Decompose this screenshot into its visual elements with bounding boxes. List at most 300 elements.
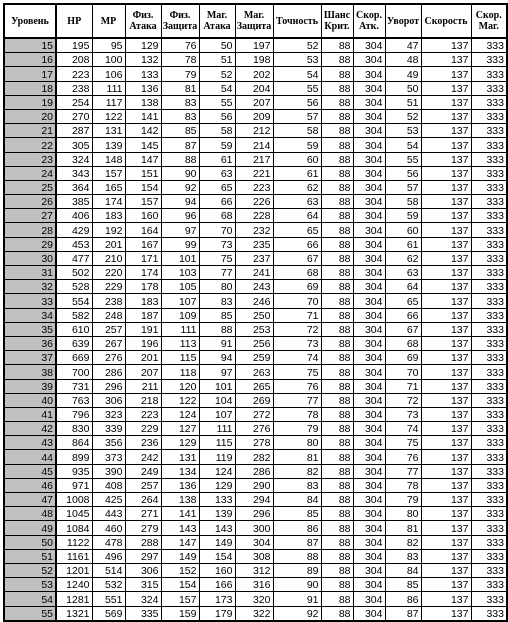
cast-speed-cell: 333 [471, 322, 507, 336]
cast-speed-cell: 333 [471, 493, 507, 507]
cast-speed-cell: 333 [471, 109, 507, 123]
phys-attack-cell: 207 [125, 365, 161, 379]
speed-cell: 137 [421, 124, 471, 138]
phys-defense-cell: 122 [161, 393, 199, 407]
mag-defense-cell: 198 [235, 53, 273, 67]
crit-chance-cell: 88 [321, 237, 353, 251]
level-cell: 54 [4, 592, 56, 606]
accuracy-cell: 69 [273, 280, 321, 294]
evasion-cell: 85 [385, 578, 421, 592]
phys-attack-cell: 132 [125, 53, 161, 67]
evasion-cell: 51 [385, 95, 421, 109]
crit-chance-cell: 88 [321, 294, 353, 308]
mp-cell: 192 [92, 223, 125, 237]
crit-chance-cell: 88 [321, 95, 353, 109]
accuracy-cell: 90 [273, 578, 321, 592]
attack-speed-cell: 304 [353, 180, 385, 194]
table-row [4, 195, 507, 209]
mp-cell: 229 [92, 280, 125, 294]
attack-speed-cell: 304 [353, 549, 385, 563]
cast-speed-cell: 333 [471, 407, 507, 421]
mp-cell: 100 [92, 53, 125, 67]
phys-attack-cell: 187 [125, 308, 161, 322]
level-cell: 20 [4, 109, 56, 123]
phys-defense-cell: 76 [161, 38, 199, 53]
accuracy-cell: 75 [273, 365, 321, 379]
speed-cell: 137 [421, 223, 471, 237]
speed-cell: 137 [421, 95, 471, 109]
mag-attack-cell: 66 [199, 195, 235, 209]
cast-speed-cell: 333 [471, 67, 507, 81]
phys-defense-cell: 101 [161, 251, 199, 265]
crit-chance-cell: 88 [321, 53, 353, 67]
evasion-cell: 58 [385, 195, 421, 209]
level-cell: 19 [4, 95, 56, 109]
level-cell: 53 [4, 578, 56, 592]
table-row [4, 67, 507, 81]
mag-attack-cell: 133 [199, 493, 235, 507]
phys-attack-cell: 141 [125, 109, 161, 123]
evasion-cell: 64 [385, 280, 421, 294]
evasion-cell: 81 [385, 521, 421, 535]
speed-cell: 137 [421, 578, 471, 592]
level-cell: 30 [4, 251, 56, 265]
level-cell: 33 [4, 294, 56, 308]
mag-attack-cell: 115 [199, 436, 235, 450]
evasion-cell: 86 [385, 592, 421, 606]
crit-chance-cell: 88 [321, 209, 353, 223]
speed-cell: 137 [421, 180, 471, 194]
mp-cell: 148 [92, 152, 125, 166]
level-cell: 52 [4, 563, 56, 577]
evasion-cell: 66 [385, 308, 421, 322]
hp-cell: 1045 [56, 507, 92, 521]
phys-defense-cell: 97 [161, 223, 199, 237]
cast-speed-cell: 333 [471, 422, 507, 436]
accuracy-cell: 89 [273, 563, 321, 577]
cast-speed-cell: 333 [471, 606, 507, 621]
level-cell: 43 [4, 436, 56, 450]
table-row [4, 535, 507, 549]
mag-defense-cell: 202 [235, 67, 273, 81]
mp-cell: 460 [92, 521, 125, 535]
evasion-cell: 70 [385, 365, 421, 379]
hp-cell: 429 [56, 223, 92, 237]
crit-chance-cell: 88 [321, 578, 353, 592]
attack-speed-cell: 304 [353, 351, 385, 365]
attack-speed-cell: 304 [353, 365, 385, 379]
level-cell: 37 [4, 351, 56, 365]
phys-defense-cell: 94 [161, 195, 199, 209]
mag-defense-cell: 235 [235, 237, 273, 251]
accuracy-cell: 61 [273, 166, 321, 180]
phys-defense-cell: 134 [161, 464, 199, 478]
hp-cell: 582 [56, 308, 92, 322]
evasion-cell: 87 [385, 606, 421, 621]
cast-speed-cell: 333 [471, 393, 507, 407]
mp-cell: 296 [92, 379, 125, 393]
level-cell: 21 [4, 124, 56, 138]
level-cell: 38 [4, 365, 56, 379]
table-row [4, 294, 507, 308]
accuracy-cell: 66 [273, 237, 321, 251]
phys-attack-cell: 223 [125, 407, 161, 421]
cast-speed-cell: 333 [471, 280, 507, 294]
cast-speed-cell: 333 [471, 152, 507, 166]
mp-cell: 306 [92, 393, 125, 407]
mag-defense-cell: 226 [235, 195, 273, 209]
table-row [4, 464, 507, 478]
phys-attack-cell: 129 [125, 38, 161, 53]
attack-speed-cell: 304 [353, 166, 385, 180]
level-cell: 18 [4, 81, 56, 95]
phys-attack-cell: 297 [125, 549, 161, 563]
level-cell: 26 [4, 195, 56, 209]
attack-speed-cell: 304 [353, 109, 385, 123]
level-cell: 41 [4, 407, 56, 421]
level-stats-table [3, 3, 508, 622]
crit-chance-cell: 88 [321, 535, 353, 549]
mag-attack-cell: 58 [199, 124, 235, 138]
evasion-cell: 67 [385, 322, 421, 336]
accuracy-cell: 68 [273, 266, 321, 280]
mag-defense-cell: 276 [235, 422, 273, 436]
table-row [4, 606, 507, 621]
phys-attack-cell: 151 [125, 166, 161, 180]
level-cell: 23 [4, 152, 56, 166]
evasion-cell: 76 [385, 450, 421, 464]
accuracy-cell: 86 [273, 521, 321, 535]
cast-speed-cell: 333 [471, 95, 507, 109]
table-row [4, 407, 507, 421]
cast-speed-cell: 333 [471, 209, 507, 223]
phys-attack-cell: 288 [125, 535, 161, 549]
phys-attack-cell: 178 [125, 280, 161, 294]
mp-cell: 131 [92, 124, 125, 138]
cast-speed-cell: 333 [471, 535, 507, 549]
mp-cell: 201 [92, 237, 125, 251]
level-cell: 46 [4, 478, 56, 492]
attack-speed-cell: 304 [353, 152, 385, 166]
phys-defense-cell: 81 [161, 81, 199, 95]
speed-cell: 137 [421, 152, 471, 166]
phys-attack-cell: 174 [125, 266, 161, 280]
accuracy-cell: 76 [273, 379, 321, 393]
attack-speed-cell: 304 [353, 308, 385, 322]
level-cell: 31 [4, 266, 56, 280]
speed-cell: 137 [421, 549, 471, 563]
crit-chance-cell: 88 [321, 109, 353, 123]
cast-speed-cell: 333 [471, 124, 507, 138]
accuracy-cell: 77 [273, 393, 321, 407]
mag-attack-cell: 63 [199, 166, 235, 180]
attack-speed-cell: 304 [353, 535, 385, 549]
speed-cell: 137 [421, 266, 471, 280]
table-row [4, 521, 507, 535]
table-row [4, 237, 507, 251]
table-row [4, 95, 507, 109]
phys-attack-cell: 279 [125, 521, 161, 535]
speed-cell: 137 [421, 53, 471, 67]
table-row [4, 379, 507, 393]
phys-defense-cell: 83 [161, 109, 199, 123]
phys-defense-cell: 105 [161, 280, 199, 294]
table-row [4, 592, 507, 606]
level-cell: 35 [4, 322, 56, 336]
phys-attack-cell: 157 [125, 195, 161, 209]
mp-cell: 551 [92, 592, 125, 606]
header-phys-attack: Физ. Атака [125, 4, 161, 38]
mp-cell: 122 [92, 109, 125, 123]
cast-speed-cell: 333 [471, 592, 507, 606]
mp-cell: 390 [92, 464, 125, 478]
cast-speed-cell: 333 [471, 223, 507, 237]
level-cell: 16 [4, 53, 56, 67]
mag-defense-cell: 312 [235, 563, 273, 577]
level-cell: 15 [4, 38, 56, 53]
mag-attack-cell: 97 [199, 365, 235, 379]
speed-cell: 137 [421, 322, 471, 336]
cast-speed-cell: 333 [471, 365, 507, 379]
mp-cell: 106 [92, 67, 125, 81]
accuracy-cell: 72 [273, 322, 321, 336]
phys-defense-cell: 127 [161, 422, 199, 436]
evasion-cell: 74 [385, 422, 421, 436]
speed-cell: 137 [421, 493, 471, 507]
level-cell: 36 [4, 336, 56, 350]
speed-cell: 137 [421, 166, 471, 180]
hp-cell: 254 [56, 95, 92, 109]
speed-cell: 137 [421, 109, 471, 123]
cast-speed-cell: 333 [471, 578, 507, 592]
hp-cell: 935 [56, 464, 92, 478]
crit-chance-cell: 88 [321, 266, 353, 280]
table-row [4, 365, 507, 379]
cast-speed-cell: 333 [471, 53, 507, 67]
speed-cell: 137 [421, 67, 471, 81]
speed-cell: 137 [421, 450, 471, 464]
evasion-cell: 55 [385, 152, 421, 166]
crit-chance-cell: 88 [321, 166, 353, 180]
accuracy-cell: 79 [273, 422, 321, 436]
header-accuracy: Точность [273, 4, 321, 38]
attack-speed-cell: 304 [353, 578, 385, 592]
level-cell: 42 [4, 422, 56, 436]
attack-speed-cell: 304 [353, 280, 385, 294]
hp-cell: 1201 [56, 563, 92, 577]
crit-chance-cell: 88 [321, 592, 353, 606]
evasion-cell: 60 [385, 223, 421, 237]
hp-cell: 1084 [56, 521, 92, 535]
level-cell: 28 [4, 223, 56, 237]
accuracy-cell: 70 [273, 294, 321, 308]
table-row [4, 280, 507, 294]
mag-attack-cell: 70 [199, 223, 235, 237]
hp-cell: 406 [56, 209, 92, 223]
attack-speed-cell: 304 [353, 95, 385, 109]
table-row [4, 549, 507, 563]
cast-speed-cell: 333 [471, 38, 507, 53]
mag-attack-cell: 107 [199, 407, 235, 421]
mag-defense-cell: 228 [235, 209, 273, 223]
speed-cell: 137 [421, 209, 471, 223]
level-cell: 40 [4, 393, 56, 407]
crit-chance-cell: 88 [321, 521, 353, 535]
hp-cell: 270 [56, 109, 92, 123]
mp-cell: 95 [92, 38, 125, 53]
phys-defense-cell: 131 [161, 450, 199, 464]
evasion-cell: 52 [385, 109, 421, 123]
speed-cell: 137 [421, 407, 471, 421]
header-hp: HP [56, 4, 92, 38]
hp-cell: 364 [56, 180, 92, 194]
table-row [4, 507, 507, 521]
table-row [4, 109, 507, 123]
cast-speed-cell: 333 [471, 478, 507, 492]
mag-attack-cell: 85 [199, 308, 235, 322]
evasion-cell: 77 [385, 464, 421, 478]
phys-defense-cell: 157 [161, 592, 199, 606]
phys-defense-cell: 88 [161, 152, 199, 166]
accuracy-cell: 78 [273, 407, 321, 421]
header-speed: Скорость [421, 4, 471, 38]
attack-speed-cell: 304 [353, 67, 385, 81]
mag-defense-cell: 320 [235, 592, 273, 606]
crit-chance-cell: 88 [321, 507, 353, 521]
phys-attack-cell: 167 [125, 237, 161, 251]
attack-speed-cell: 304 [353, 294, 385, 308]
accuracy-cell: 88 [273, 549, 321, 563]
mag-defense-cell: 197 [235, 38, 273, 53]
phys-defense-cell: 143 [161, 521, 199, 535]
accuracy-cell: 84 [273, 493, 321, 507]
mp-cell: 569 [92, 606, 125, 621]
mag-defense-cell: 237 [235, 251, 273, 265]
mag-defense-cell: 265 [235, 379, 273, 393]
cast-speed-cell: 333 [471, 563, 507, 577]
crit-chance-cell: 88 [321, 152, 353, 166]
cast-speed-cell: 333 [471, 464, 507, 478]
crit-chance-cell: 88 [321, 223, 353, 237]
level-cell: 32 [4, 280, 56, 294]
mag-defense-cell: 290 [235, 478, 273, 492]
accuracy-cell: 92 [273, 606, 321, 621]
mag-defense-cell: 308 [235, 549, 273, 563]
mag-attack-cell: 73 [199, 237, 235, 251]
hp-cell: 830 [56, 422, 92, 436]
attack-speed-cell: 304 [353, 450, 385, 464]
hp-cell: 287 [56, 124, 92, 138]
phys-attack-cell: 264 [125, 493, 161, 507]
accuracy-cell: 53 [273, 53, 321, 67]
accuracy-cell: 58 [273, 124, 321, 138]
level-cell: 51 [4, 549, 56, 563]
hp-cell: 305 [56, 138, 92, 152]
accuracy-cell: 87 [273, 535, 321, 549]
mag-attack-cell: 54 [199, 81, 235, 95]
mag-defense-cell: 296 [235, 507, 273, 521]
table-row [4, 223, 507, 237]
hp-cell: 796 [56, 407, 92, 421]
header-level: Уровень [4, 4, 56, 38]
cast-speed-cell: 333 [471, 138, 507, 152]
table-row [4, 138, 507, 152]
mag-defense-cell: 286 [235, 464, 273, 478]
table-row [4, 322, 507, 336]
phys-defense-cell: 120 [161, 379, 199, 393]
mp-cell: 117 [92, 95, 125, 109]
phys-defense-cell: 90 [161, 166, 199, 180]
attack-speed-cell: 304 [353, 322, 385, 336]
accuracy-cell: 64 [273, 209, 321, 223]
phys-defense-cell: 87 [161, 138, 199, 152]
phys-defense-cell: 136 [161, 478, 199, 492]
evasion-cell: 61 [385, 237, 421, 251]
attack-speed-cell: 304 [353, 124, 385, 138]
speed-cell: 137 [421, 606, 471, 621]
crit-chance-cell: 88 [321, 38, 353, 53]
accuracy-cell: 60 [273, 152, 321, 166]
mag-attack-cell: 139 [199, 507, 235, 521]
phys-defense-cell: 129 [161, 436, 199, 450]
crit-chance-cell: 88 [321, 379, 353, 393]
hp-cell: 195 [56, 38, 92, 53]
accuracy-cell: 80 [273, 436, 321, 450]
mag-defense-cell: 223 [235, 180, 273, 194]
accuracy-cell: 56 [273, 95, 321, 109]
speed-cell: 137 [421, 308, 471, 322]
phys-attack-cell: 249 [125, 464, 161, 478]
hp-cell: 554 [56, 294, 92, 308]
evasion-cell: 68 [385, 336, 421, 350]
accuracy-cell: 59 [273, 138, 321, 152]
attack-speed-cell: 304 [353, 223, 385, 237]
accuracy-cell: 52 [273, 38, 321, 53]
mp-cell: 286 [92, 365, 125, 379]
hp-cell: 1122 [56, 535, 92, 549]
table-row [4, 124, 507, 138]
level-cell: 34 [4, 308, 56, 322]
mp-cell: 157 [92, 166, 125, 180]
phys-defense-cell: 124 [161, 407, 199, 421]
attack-speed-cell: 304 [353, 606, 385, 621]
hp-cell: 238 [56, 81, 92, 95]
phys-defense-cell: 83 [161, 95, 199, 109]
accuracy-cell: 67 [273, 251, 321, 265]
table-row [4, 308, 507, 322]
table-row [4, 422, 507, 436]
phys-defense-cell: 85 [161, 124, 199, 138]
accuracy-cell: 54 [273, 67, 321, 81]
evasion-cell: 63 [385, 266, 421, 280]
level-cell: 55 [4, 606, 56, 621]
mp-cell: 496 [92, 549, 125, 563]
evasion-cell: 65 [385, 294, 421, 308]
header-crit-chance: Шанс Крит. [321, 4, 353, 38]
crit-chance-cell: 88 [321, 606, 353, 621]
table-header [4, 4, 507, 38]
phys-defense-cell: 113 [161, 336, 199, 350]
evasion-cell: 75 [385, 436, 421, 450]
level-cell: 27 [4, 209, 56, 223]
phys-attack-cell: 154 [125, 180, 161, 194]
table-row [4, 478, 507, 492]
mp-cell: 139 [92, 138, 125, 152]
speed-cell: 137 [421, 535, 471, 549]
hp-cell: 700 [56, 365, 92, 379]
accuracy-cell: 62 [273, 180, 321, 194]
mag-attack-cell: 88 [199, 322, 235, 336]
